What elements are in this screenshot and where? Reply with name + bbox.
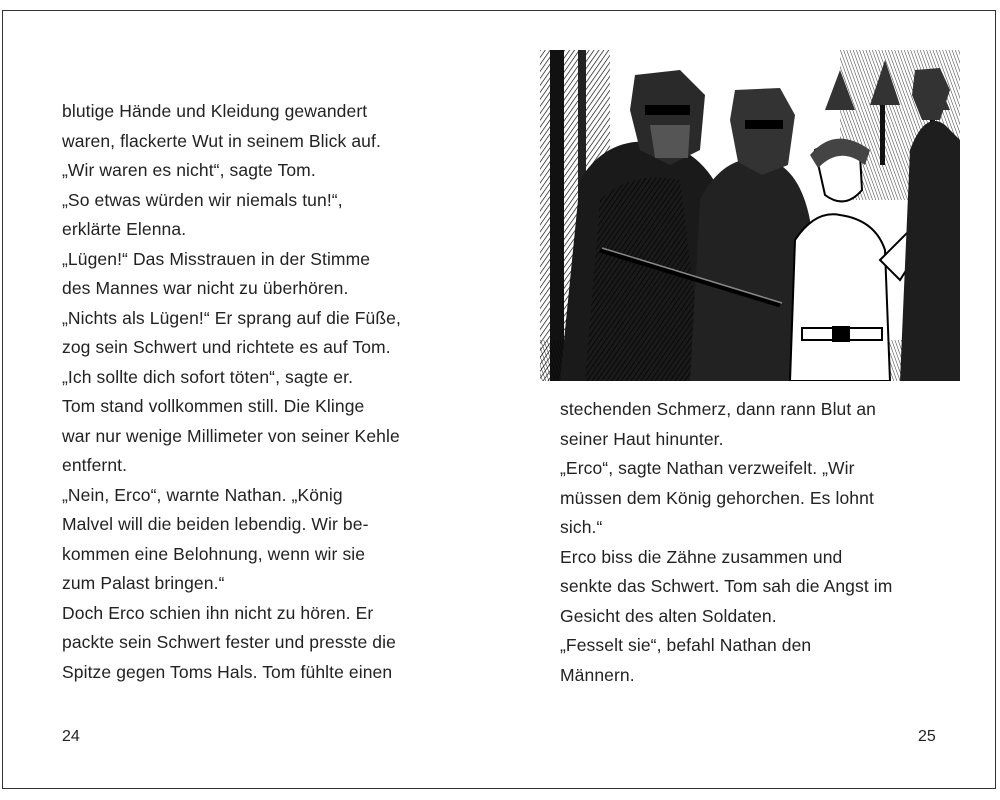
text-line: entfernt.: [62, 455, 128, 475]
text-line: blutige Hände und Kleidung gewandert: [62, 101, 368, 121]
text-line: „Ich sollte dich sofort töten“, sagte er.: [62, 366, 354, 387]
text-line: zum Palast bringen.“: [62, 573, 225, 593]
text-line: „So etwas würden wir niemals tun!“,: [62, 189, 343, 210]
left-page-text: [62, 97, 462, 687]
text-line: packte sein Schwert fester und presste die: [62, 632, 396, 652]
text-line: senkte das Schwert. Tom sah die Angst im: [560, 576, 893, 596]
text-line: erklärte Elenna.: [62, 219, 187, 239]
page-number-left: 24: [62, 728, 80, 745]
text-line: sich.“: [560, 517, 603, 537]
text-line: Erco biss die Zähne zusammen und: [560, 546, 843, 567]
soldiers-illustration: [540, 50, 960, 381]
text-line: kommen eine Belohnung, wenn wir sie: [62, 543, 366, 564]
right-page-text: [560, 395, 960, 690]
text-line: „Lügen!“ Das Misstrauen in der Stimme: [62, 248, 371, 269]
text-line: seiner Haut hinunter.: [560, 428, 724, 449]
text-line: Malvel will die beiden lebendig. Wir be-: [62, 514, 369, 534]
text-line: des Mannes war nicht zu überhören.: [62, 278, 349, 298]
text-line: Tom stand vollkommen still. Die Klinge: [62, 396, 365, 416]
text-line: Spitze gegen Toms Hals. Tom fühlte einen: [62, 661, 393, 682]
text-line: „Nein, Erco“, warnte Nathan. „König: [62, 484, 343, 505]
text-line: war nur wenige Millimeter von seiner Kehle: [62, 425, 400, 446]
text-line: „Nichts als Lügen!“ Er sprang auf die Füße,: [62, 307, 401, 328]
text-line: Männern.: [560, 664, 635, 685]
text-line: „Fesselt sie“, befahl Nathan den: [560, 635, 812, 655]
text-line: „Erco“, sagte Nathan verzweifelt. „Wir: [560, 458, 855, 478]
text-line: „Wir waren es nicht“, sagte Tom.: [62, 160, 316, 180]
page-number-right: 25: [918, 728, 936, 745]
text-line: zog sein Schwert und richtete es auf Tom.: [62, 337, 391, 357]
text-line: stechenden Schmerz, dann rann Blut an: [560, 399, 876, 419]
text-line: müssen dem König gehorchen. Es lohnt: [560, 487, 874, 508]
illustration: [540, 50, 960, 381]
text-line: waren, flackerte Wut in seinem Blick auf.: [62, 130, 381, 151]
text-line: Doch Erco schien ihn nicht zu hören. Er: [62, 602, 374, 623]
text-line: Gesicht des alten Soldaten.: [560, 605, 777, 626]
